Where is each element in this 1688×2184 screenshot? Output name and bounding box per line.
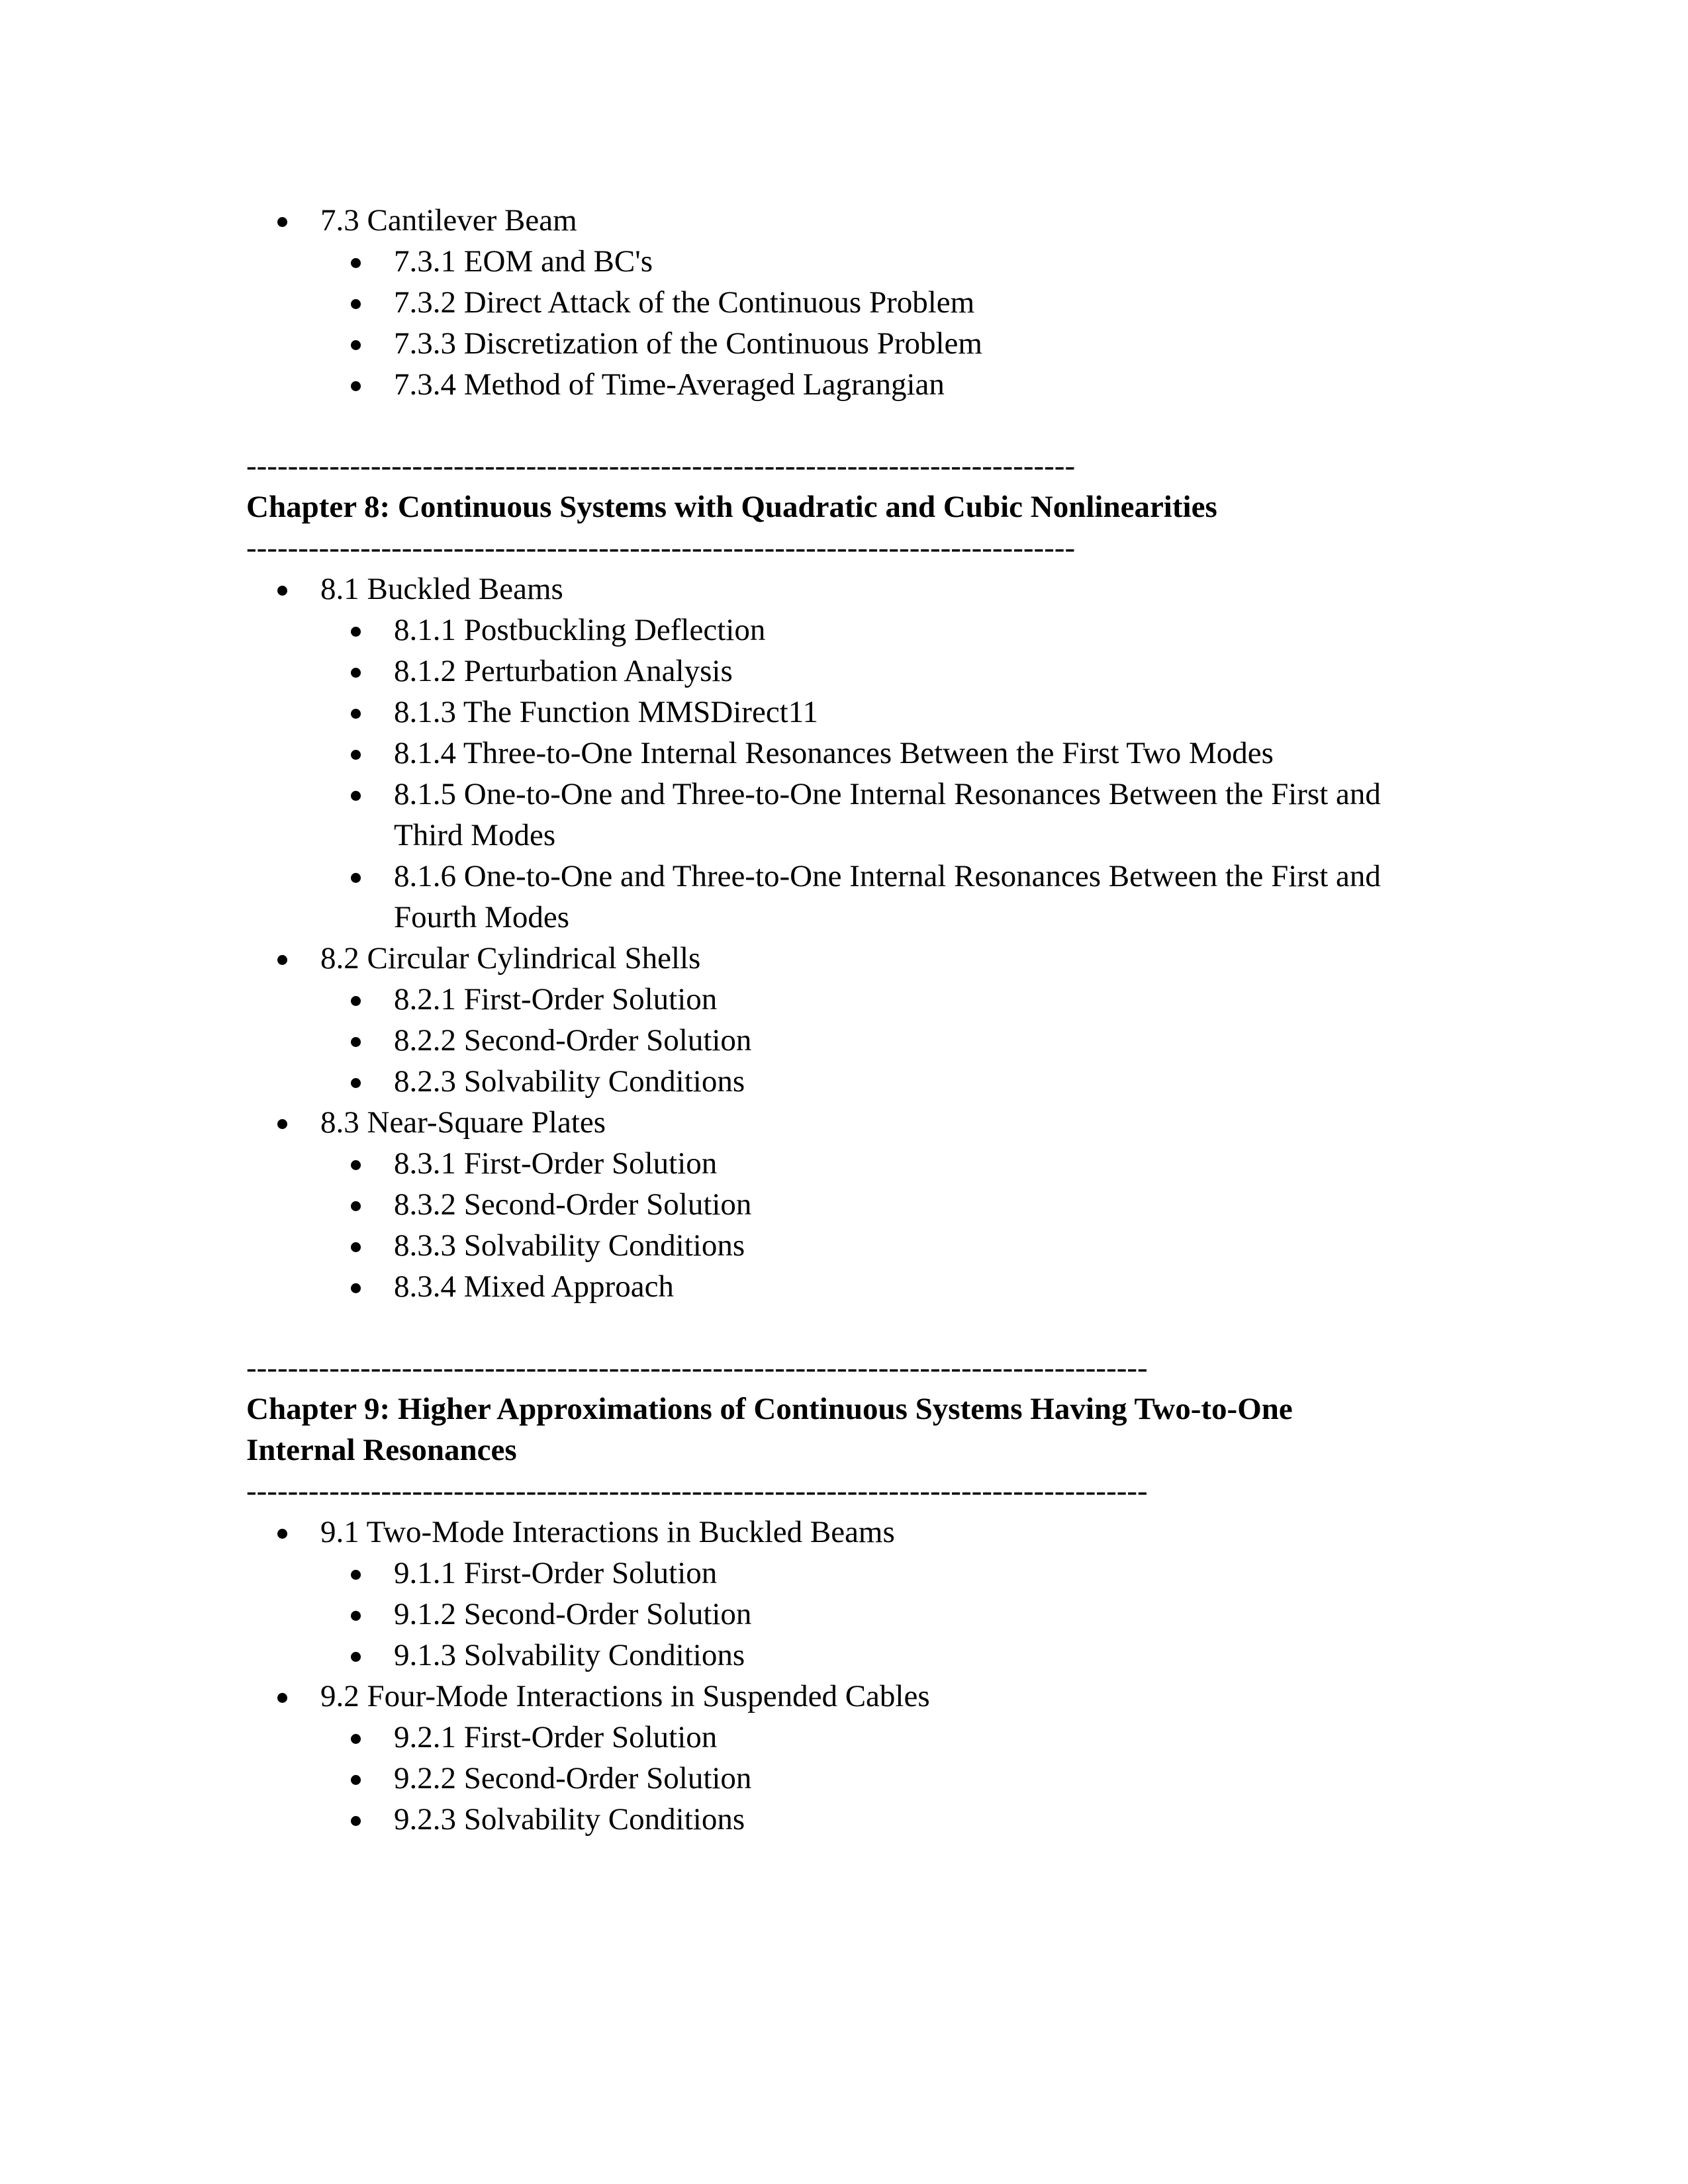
toc-subsection bbox=[394, 856, 1427, 938]
bullet-icon bbox=[351, 381, 361, 391]
toc-subsection-title: 8.1.6 One-to-One and Three-to-One Internal Resonances Between the First and Fourth Modes bbox=[394, 859, 1381, 934]
toc-subsection bbox=[394, 1266, 674, 1307]
toc-subsection bbox=[394, 774, 1427, 856]
bullet-icon bbox=[277, 955, 287, 965]
bullet-icon bbox=[351, 1570, 361, 1580]
bullet-icon bbox=[351, 1283, 361, 1293]
toc-section-title: 9.2 Four-Mode Interactions in Suspended Cables bbox=[320, 1679, 930, 1713]
bullet-icon bbox=[351, 1775, 361, 1785]
toc-subsection bbox=[394, 1020, 751, 1061]
bullet-icon bbox=[351, 299, 361, 309]
toc-subsection-title: 8.1.3 The Function MMSDirect11 bbox=[394, 695, 818, 729]
bullet-icon bbox=[351, 340, 361, 350]
bullet-icon bbox=[351, 1242, 361, 1252]
toc-subsection bbox=[394, 364, 945, 405]
toc-section-8-3 bbox=[320, 1102, 606, 1143]
toc-subsection-title: 7.3.2 Direct Attack of the Continuous Problem bbox=[394, 285, 975, 320]
toc-subsection-title: 7.3.3 Discretization of the Continuous Problem bbox=[394, 326, 982, 361]
toc-subsection-title: 8.1.4 Three-to-One Internal Resonances Between the First Two Modes bbox=[394, 736, 1274, 770]
toc-subsection-title: 8.3.1 First-Order Solution bbox=[394, 1146, 718, 1181]
bullet-icon bbox=[351, 1078, 361, 1088]
toc-subsection-title: 8.3.2 Second-Order Solution bbox=[394, 1187, 752, 1222]
toc-subsection bbox=[394, 1635, 745, 1676]
toc-subsection bbox=[394, 733, 1274, 774]
toc-subsection bbox=[394, 1758, 751, 1799]
toc-subsection-title: 8.2.3 Solvability Conditions bbox=[394, 1064, 745, 1099]
bullet-icon bbox=[351, 1734, 361, 1744]
bullet-icon bbox=[277, 217, 287, 227]
toc-section-8-2 bbox=[320, 938, 700, 979]
bullet-icon bbox=[351, 873, 361, 883]
toc-section-9-1 bbox=[320, 1512, 895, 1553]
toc-subsection-title: 8.1.1 Postbuckling Deflection bbox=[394, 613, 766, 647]
bullet-icon bbox=[351, 627, 361, 637]
toc-subsection bbox=[394, 1143, 717, 1184]
toc-subsection bbox=[394, 610, 765, 651]
toc-subsection-title: 8.2.2 Second-Order Solution bbox=[394, 1023, 752, 1058]
toc-subsection bbox=[394, 1594, 751, 1635]
toc-subsection-title: 8.3.3 Solvability Conditions bbox=[394, 1228, 745, 1263]
toc-subsection bbox=[394, 1553, 717, 1594]
chapter-9-heading: Chapter 9: Higher Approximations of Continuous Systems Having Two-to-One Internal Resonances bbox=[246, 1392, 1293, 1467]
toc-subsection bbox=[394, 323, 982, 364]
toc-subsection bbox=[394, 1184, 751, 1225]
toc-subsection bbox=[394, 1225, 745, 1266]
toc-subsection-title: 7.3.1 EOM and BC's bbox=[394, 244, 653, 279]
toc-subsection-title: 9.2.1 First-Order Solution bbox=[394, 1720, 718, 1754]
bullet-icon bbox=[351, 668, 361, 678]
toc-subsection bbox=[394, 282, 974, 323]
divider-rule: -------------------------------------------------------------------------------- bbox=[246, 531, 1076, 565]
toc-subsection-title: 8.3.4 Mixed Approach bbox=[394, 1269, 674, 1304]
divider-rule: --------------------------------------------------------------------------------------- bbox=[246, 1474, 1148, 1508]
toc-subsection bbox=[394, 692, 818, 733]
bullet-icon bbox=[277, 1693, 287, 1703]
bullet-icon bbox=[277, 586, 287, 596]
bullet-icon bbox=[351, 791, 361, 801]
divider-rule: --------------------------------------------------------------------------------------- bbox=[246, 1351, 1148, 1385]
toc-section-title: 9.1 Two-Mode Interactions in Buckled Beams bbox=[320, 1515, 895, 1549]
toc-subsection bbox=[394, 1799, 745, 1840]
toc-subsection bbox=[394, 1061, 745, 1102]
toc-subsection-title: 9.1.1 First-Order Solution bbox=[394, 1556, 718, 1590]
toc-subsection-title: 8.2.1 First-Order Solution bbox=[394, 982, 718, 1017]
toc-section-title: 8.3 Near-Square Plates bbox=[320, 1105, 606, 1140]
toc-subsection-title: 9.2.3 Solvability Conditions bbox=[394, 1802, 745, 1837]
toc-subsection bbox=[394, 1717, 717, 1758]
toc-subsection bbox=[394, 979, 717, 1020]
toc-section-7-3 bbox=[320, 200, 577, 241]
toc-section-title: 8.1 Buckled Beams bbox=[320, 572, 563, 606]
toc-subsection-title: 7.3.4 Method of Time-Averaged Lagrangian bbox=[394, 367, 945, 402]
toc-subsection-title: 9.1.2 Second-Order Solution bbox=[394, 1597, 752, 1631]
toc-subsection-title: 8.1.2 Perturbation Analysis bbox=[394, 654, 733, 688]
bullet-icon bbox=[351, 750, 361, 760]
toc-section-title: 8.2 Circular Cylindrical Shells bbox=[320, 941, 701, 976]
chapter-8-heading: Chapter 8: Continuous Systems with Quadratic and Cubic Nonlinearities bbox=[246, 490, 1217, 524]
bullet-icon bbox=[351, 1201, 361, 1211]
bullet-icon bbox=[351, 1611, 361, 1621]
toc-section-title: 7.3 Cantilever Beam bbox=[320, 203, 577, 238]
bullet-icon bbox=[351, 996, 361, 1006]
divider-rule: -------------------------------------------------------------------------------- bbox=[246, 449, 1076, 483]
toc-subsection bbox=[394, 651, 733, 692]
bullet-icon bbox=[351, 1816, 361, 1826]
toc-section-8-1 bbox=[320, 569, 563, 610]
toc-subsection-title: 8.1.5 One-to-One and Three-to-One Internal Resonances Between the First and Third Modes bbox=[394, 777, 1381, 852]
bullet-icon bbox=[351, 1652, 361, 1662]
toc-subsection-title: 9.1.3 Solvability Conditions bbox=[394, 1638, 745, 1672]
bullet-icon bbox=[351, 1160, 361, 1170]
bullet-icon bbox=[277, 1119, 287, 1129]
toc-subsection bbox=[394, 241, 653, 282]
bullet-icon bbox=[277, 1529, 287, 1539]
toc-section-9-2 bbox=[320, 1676, 930, 1717]
toc-subsection-title: 9.2.2 Second-Order Solution bbox=[394, 1761, 752, 1796]
bullet-icon bbox=[351, 709, 361, 719]
bullet-icon bbox=[351, 258, 361, 268]
bullet-icon bbox=[351, 1037, 361, 1047]
